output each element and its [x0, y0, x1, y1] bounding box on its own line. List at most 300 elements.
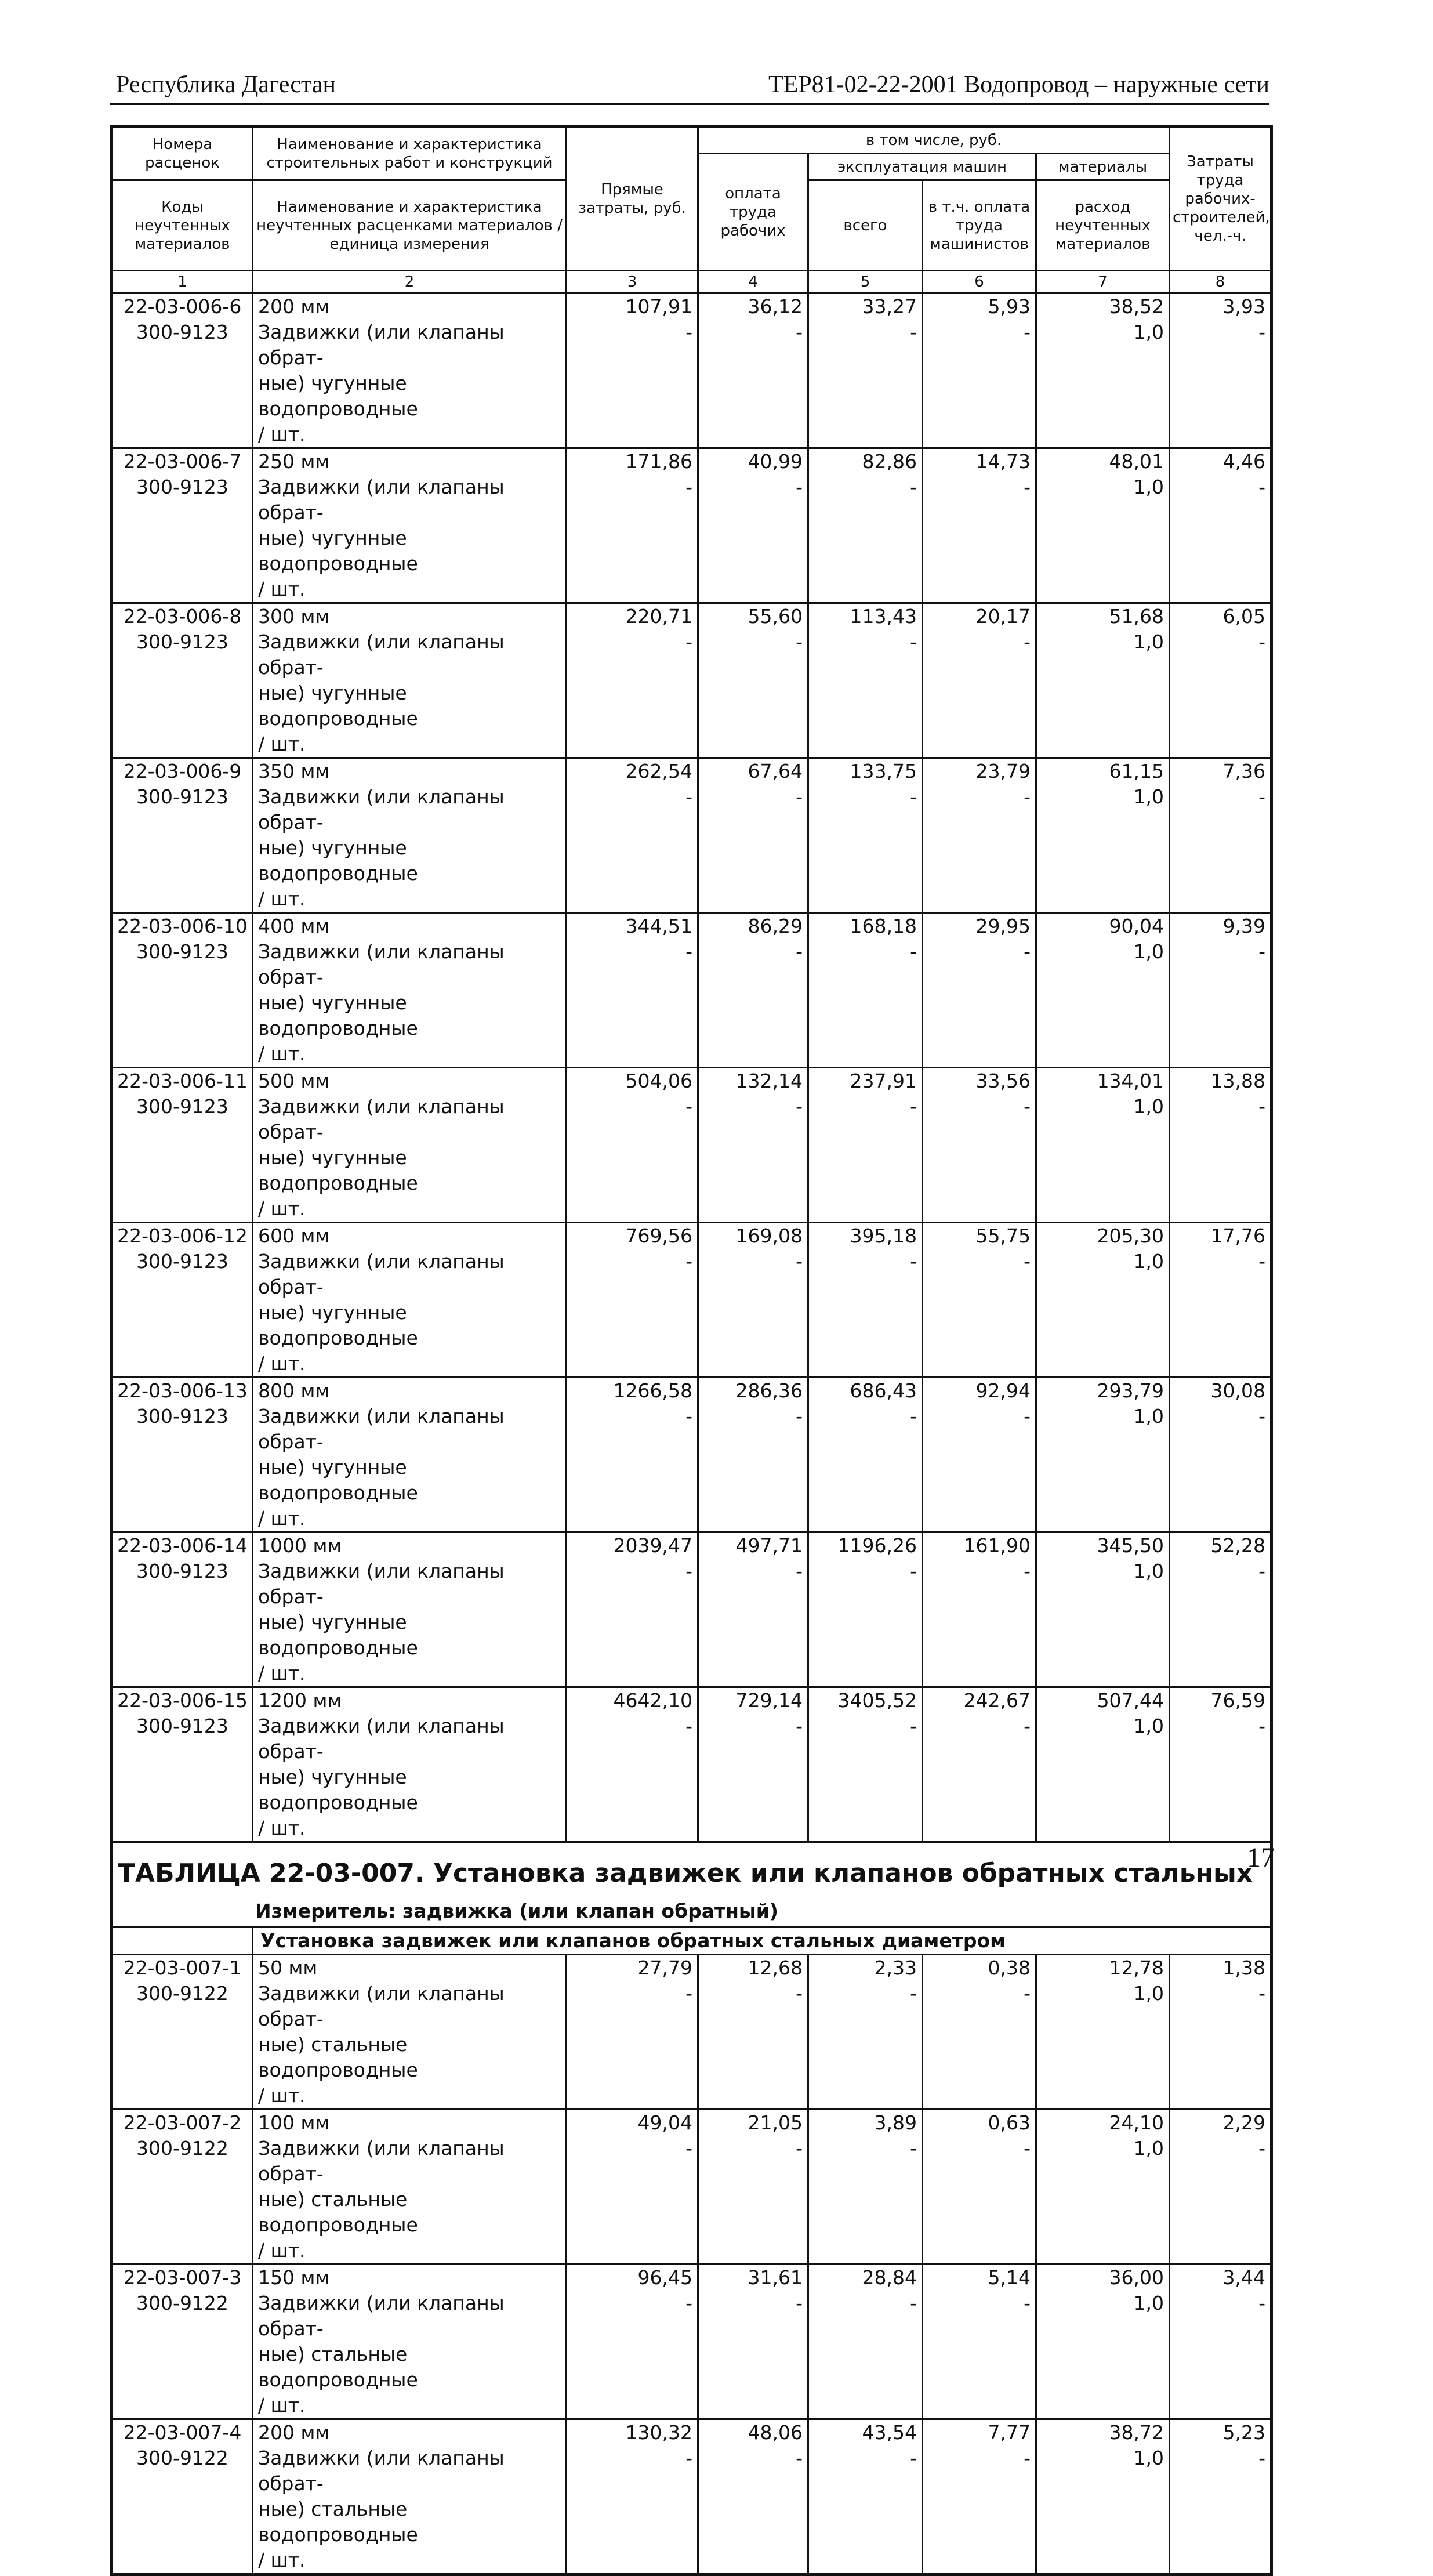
table-cell — [112, 1196, 253, 1223]
table-row — [112, 1981, 1272, 2032]
table-cell — [698, 680, 808, 731]
table-cell — [567, 2393, 698, 2419]
table-cell — [567, 1506, 698, 1532]
table-cell: 262,54 — [567, 758, 698, 785]
page-number: 17 — [1247, 1842, 1275, 1873]
table-cell: Задвижки (или клапаны обрат- — [253, 629, 567, 680]
table-cell: - — [567, 1559, 698, 1610]
table-cell — [112, 1351, 253, 1378]
table-cell: Задвижки (или клапаны обрат- — [253, 474, 567, 526]
table-cell: 22-03-006-7 — [112, 448, 253, 475]
table-cell: / шт. — [253, 2548, 567, 2575]
table-cell: 1,0 — [1036, 1559, 1170, 1610]
table-row — [112, 1713, 1272, 1765]
table-cell: 96,45 — [567, 2265, 698, 2291]
table-subtitle: Установка задвижек или клапанов обратных стальных диаметром — [253, 1928, 1272, 1955]
table-cell: 40,99 — [698, 448, 808, 475]
table-cell: 24,10 — [1036, 2110, 1170, 2136]
table-cell: Задвижки (или клапаны обрат- — [253, 939, 567, 990]
table-cell: - — [923, 2445, 1036, 2497]
table-row — [112, 1351, 1272, 1378]
table-cell — [112, 886, 253, 913]
table-cell — [112, 1816, 253, 1842]
table-cell: - — [698, 1404, 808, 1455]
table-cell: - — [567, 1713, 698, 1765]
table-cell: Задвижки (или клапаны обрат- — [253, 1713, 567, 1765]
table-cell: 500 мм — [253, 1068, 567, 1095]
table-cell — [808, 1661, 923, 1687]
table-cell — [567, 1351, 698, 1378]
table-cell: 6,05 — [1170, 603, 1272, 630]
table-cell — [1036, 2548, 1170, 2575]
table-cell — [112, 2497, 253, 2548]
table-row — [112, 2393, 1272, 2419]
table-cell — [567, 2548, 698, 2575]
table-cell — [808, 680, 923, 731]
table-cell: ные) чугунные водопроводные — [253, 1455, 567, 1506]
table-cell: Задвижки (или клапаны обрат- — [253, 2445, 567, 2497]
table-cell: / шт. — [253, 422, 567, 448]
table-cell: / шт. — [253, 731, 567, 758]
table-cell — [698, 1455, 808, 1506]
table-cell — [698, 1041, 808, 1068]
table-cell — [112, 1455, 253, 1506]
table-cell: - — [808, 629, 923, 680]
table-cell: 5,93 — [923, 294, 1036, 320]
table-cell: 4,46 — [1170, 448, 1272, 475]
table-cell: - — [808, 320, 923, 371]
table-cell: 769,56 — [567, 1223, 698, 1249]
table-cell: 171,86 — [567, 448, 698, 475]
table-row — [112, 1223, 1272, 1249]
table-cell: ные) стальные водопроводные — [253, 2497, 567, 2548]
table-cell: 30,08 — [1170, 1378, 1272, 1404]
table-cell — [567, 1765, 698, 1816]
table-cell — [698, 731, 808, 758]
table-cell: 0,38 — [923, 1955, 1036, 1981]
table-cell — [808, 1351, 923, 1378]
table-cell: - — [808, 1404, 923, 1455]
table-row — [112, 1532, 1272, 1559]
table-cell: - — [1170, 2136, 1272, 2187]
table-cell: - — [698, 1713, 808, 1765]
table-cell — [112, 2032, 253, 2083]
col5-header: всего — [808, 180, 923, 271]
table-cell: 49,04 — [567, 2110, 698, 2136]
table-cell: 3405,52 — [808, 1687, 923, 1714]
table-cell — [1036, 2342, 1170, 2393]
table-cell — [923, 835, 1036, 886]
rates-table — [110, 125, 1273, 2576]
table-cell: - — [923, 1094, 1036, 1145]
table-cell: - — [567, 474, 698, 526]
table-cell — [1170, 2238, 1272, 2265]
table-cell: 22-03-007-4 — [112, 2419, 253, 2446]
table-cell — [1036, 371, 1170, 422]
table-cell — [567, 731, 698, 758]
table-cell — [1170, 1610, 1272, 1661]
table-cell: 55,60 — [698, 603, 808, 630]
table-cell: 92,94 — [923, 1378, 1036, 1404]
table-row — [112, 2265, 1272, 2291]
table-row — [112, 784, 1272, 835]
table-cell: - — [1170, 320, 1272, 371]
table-row — [112, 1765, 1272, 1816]
table-cell — [923, 2238, 1036, 2265]
table-row — [112, 2110, 1272, 2136]
table-22-03-007-heading — [112, 1842, 1272, 1955]
table-cell: - — [808, 2136, 923, 2187]
table-cell — [698, 2342, 808, 2393]
table-cell — [808, 2548, 923, 2575]
table-row — [112, 1455, 1272, 1506]
table-cell: 33,56 — [923, 1068, 1036, 1095]
column-number: 1 — [112, 271, 253, 294]
table-cell — [808, 886, 923, 913]
table-cell: - — [698, 474, 808, 526]
table-cell: - — [1170, 629, 1272, 680]
table-cell: 205,30 — [1036, 1223, 1170, 1249]
table-cell — [808, 2238, 923, 2265]
table-cell: 161,90 — [923, 1532, 1036, 1559]
table-cell — [808, 1041, 923, 1068]
table-cell: 76,59 — [1170, 1687, 1272, 1714]
table-cell: ные) чугунные водопроводные — [253, 1765, 567, 1816]
table-cell: 1266,58 — [567, 1378, 698, 1404]
table-row — [112, 577, 1272, 603]
table-cell: - — [698, 629, 808, 680]
table-cell: 1,0 — [1036, 629, 1170, 680]
table-cell: - — [1170, 1713, 1272, 1765]
table-cell — [698, 1765, 808, 1816]
table-cell — [1170, 1816, 1272, 1842]
table-row — [112, 1249, 1272, 1300]
table-cell — [808, 2032, 923, 2083]
table-cell: 242,67 — [923, 1687, 1036, 1714]
table-cell: 2039,47 — [567, 1532, 698, 1559]
table-cell: - — [698, 2291, 808, 2342]
table-row — [112, 2291, 1272, 2342]
table-cell: 130,32 — [567, 2419, 698, 2446]
table-cell: / шт. — [253, 2238, 567, 2265]
table-cell: 5,14 — [923, 2265, 1036, 2291]
table-cell: - — [923, 2291, 1036, 2342]
table-cell — [1036, 1816, 1170, 1842]
table-cell: - — [808, 1094, 923, 1145]
table-cell: Задвижки (или клапаны обрат- — [253, 320, 567, 371]
table-cell — [923, 1661, 1036, 1687]
table-cell: Задвижки (или клапаны обрат- — [253, 1404, 567, 1455]
table-cell: - — [1170, 784, 1272, 835]
table-row — [112, 448, 1272, 475]
table-cell — [1036, 2497, 1170, 2548]
table-cell — [1036, 835, 1170, 886]
table-cell — [112, 990, 253, 1041]
table-title: ТАБЛИЦА 22-03-007. Установка задвижек или клапанов обратных стальных — [112, 1842, 1272, 1897]
table-row — [112, 1661, 1272, 1687]
table-cell — [923, 371, 1036, 422]
header-rule — [110, 103, 1269, 105]
table-cell: 86,29 — [698, 913, 808, 940]
table-row — [112, 2032, 1272, 2083]
table-cell: - — [808, 2445, 923, 2497]
table-cell: 2,29 — [1170, 2110, 1272, 2136]
table-cell: 250 мм — [253, 448, 567, 475]
table-cell: 36,00 — [1036, 2265, 1170, 2291]
table-cell — [923, 1196, 1036, 1223]
table-cell — [698, 1196, 808, 1223]
table-cell: 55,75 — [923, 1223, 1036, 1249]
table-cell: - — [1170, 1559, 1272, 1610]
table-cell — [1036, 1300, 1170, 1351]
table-cell: ные) чугунные водопроводные — [253, 526, 567, 577]
table-cell: 20,17 — [923, 603, 1036, 630]
table-cell: 1,0 — [1036, 2445, 1170, 2497]
table-cell — [698, 835, 808, 886]
table-cell — [698, 2393, 808, 2419]
table-cell: 0,63 — [923, 2110, 1036, 2136]
table-cell: 22-03-006-12 — [112, 1223, 253, 1249]
table-cell: - — [923, 784, 1036, 835]
table-cell — [112, 1610, 253, 1661]
table-cell — [567, 2032, 698, 2083]
table-cell — [923, 1145, 1036, 1196]
table-cell — [112, 1041, 253, 1068]
table-cell — [1036, 886, 1170, 913]
table-cell — [112, 2548, 253, 2575]
table-cell — [923, 1506, 1036, 1532]
table-row — [112, 731, 1272, 758]
table-cell: - — [923, 1713, 1036, 1765]
table-cell — [1170, 1661, 1272, 1687]
table-cell: 52,28 — [1170, 1532, 1272, 1559]
table-cell: 22-03-006-13 — [112, 1378, 253, 1404]
table-cell — [923, 577, 1036, 603]
table-cell: 67,64 — [698, 758, 808, 785]
table-cell: - — [1170, 939, 1272, 990]
table-cell — [698, 371, 808, 422]
table-cell — [808, 2187, 923, 2238]
table-cell: 300-9123 — [112, 1559, 253, 1610]
table-cell: 1,0 — [1036, 784, 1170, 835]
table-cell — [808, 526, 923, 577]
col8-header: Затраты труда рабочих-строителей, чел.-ч. — [1170, 127, 1272, 271]
table-cell: 21,05 — [698, 2110, 808, 2136]
column-number: 4 — [698, 271, 808, 294]
table-cell: 200 мм — [253, 2419, 567, 2446]
table-cell: 14,73 — [923, 448, 1036, 475]
table-cell — [1170, 1351, 1272, 1378]
table-22-03-007-body — [112, 1955, 1272, 2575]
table-cell — [923, 2187, 1036, 2238]
table-cell — [698, 2238, 808, 2265]
table-cell: 90,04 — [1036, 913, 1170, 940]
table-cell — [808, 990, 923, 1041]
table-row — [112, 2136, 1272, 2187]
table-cell: 36,12 — [698, 294, 808, 320]
table-cell: 300-9123 — [112, 320, 253, 371]
table-cell: 9,39 — [1170, 913, 1272, 940]
col3-header: Прямые затраты, руб. — [567, 127, 698, 271]
table-cell — [1036, 526, 1170, 577]
table-cell: Задвижки (или клапаны обрат- — [253, 2136, 567, 2187]
table-cell: - — [808, 1249, 923, 1300]
table-cell: 344,51 — [567, 913, 698, 940]
table-cell — [1170, 1765, 1272, 1816]
table-cell — [112, 1506, 253, 1532]
table-cell — [808, 1610, 923, 1661]
table-cell: 3,44 — [1170, 2265, 1272, 2291]
table-cell: 22-03-006-10 — [112, 913, 253, 940]
table-cell: - — [923, 474, 1036, 526]
table-cell: Задвижки (или клапаны обрат- — [253, 1094, 567, 1145]
table-cell — [1036, 1196, 1170, 1223]
table-cell: 22-03-006-6 — [112, 294, 253, 320]
table-cell — [567, 577, 698, 603]
table-cell: / шт. — [253, 577, 567, 603]
table-cell — [1170, 680, 1272, 731]
table-cell — [1170, 1041, 1272, 1068]
table-cell: ные) чугунные водопроводные — [253, 1145, 567, 1196]
table-cell — [112, 577, 253, 603]
table-cell — [567, 2238, 698, 2265]
table-row — [112, 2548, 1272, 2575]
col2-bottom-header: Наименование и характеристика неучтенных расценками материалов / единица измерения — [253, 180, 567, 271]
table-cell — [1170, 577, 1272, 603]
table-cell: 286,36 — [698, 1378, 808, 1404]
table-cell: / шт. — [253, 1351, 567, 1378]
table-cell: 2,33 — [808, 1955, 923, 1981]
table-cell: - — [1170, 1094, 1272, 1145]
table-cell — [923, 2032, 1036, 2083]
table-cell: ные) чугунные водопроводные — [253, 835, 567, 886]
table-cell — [567, 2342, 698, 2393]
table-cell — [1036, 1145, 1170, 1196]
table-cell: 1,38 — [1170, 1955, 1272, 1981]
table-cell: 48,01 — [1036, 448, 1170, 475]
table-cell — [698, 422, 808, 448]
table-cell: 43,54 — [808, 2419, 923, 2446]
table-cell: 237,91 — [808, 1068, 923, 1095]
table-cell — [923, 990, 1036, 1041]
table-cell: 29,95 — [923, 913, 1036, 940]
table-cell: 504,06 — [567, 1068, 698, 1095]
table-cell — [923, 1816, 1036, 1842]
table-cell — [112, 2393, 253, 2419]
table-cell: - — [698, 1249, 808, 1300]
table-cell: / шт. — [253, 2083, 567, 2110]
table-cell: 300-9123 — [112, 629, 253, 680]
table-cell — [1170, 2393, 1272, 2419]
table-cell: 497,71 — [698, 1532, 808, 1559]
table-row — [112, 629, 1272, 680]
table-cell: 22-03-006-11 — [112, 1068, 253, 1095]
table-row — [112, 1955, 1272, 1981]
column-number: 6 — [923, 271, 1036, 294]
table-cell — [567, 1661, 698, 1687]
table-cell: - — [1170, 1249, 1272, 1300]
table-cell — [698, 1351, 808, 1378]
table-cell — [698, 886, 808, 913]
table-cell — [112, 2342, 253, 2393]
table-cell — [1036, 1351, 1170, 1378]
table-cell — [808, 2342, 923, 2393]
table-cell — [698, 1300, 808, 1351]
table-cell: 345,50 — [1036, 1532, 1170, 1559]
table-cell: - — [808, 1981, 923, 2032]
table-cell: 686,43 — [808, 1378, 923, 1404]
table-cell — [567, 835, 698, 886]
table-cell: 1,0 — [1036, 1404, 1170, 1455]
table-cell: - — [698, 784, 808, 835]
table-cell: 168,18 — [808, 913, 923, 940]
table-row — [112, 1094, 1272, 1145]
table-row — [112, 758, 1272, 785]
table-cell — [1170, 2083, 1272, 2110]
table-cell — [112, 1300, 253, 1351]
table-cell: 12,78 — [1036, 1955, 1170, 1981]
table-row — [112, 913, 1272, 940]
column-number: 8 — [1170, 271, 1272, 294]
table-22-03-006-body — [112, 294, 1272, 1842]
table-row — [112, 1404, 1272, 1455]
table-cell: - — [567, 939, 698, 990]
table-meter: Измеритель: задвижка (или клапан обратный) — [112, 1896, 1272, 1928]
table-cell: 51,68 — [1036, 603, 1170, 630]
table-cell — [112, 2238, 253, 2265]
table-row — [112, 1559, 1272, 1610]
table-cell — [1170, 1506, 1272, 1532]
table-cell — [112, 422, 253, 448]
table-cell — [1170, 1145, 1272, 1196]
table-cell: 300-9123 — [112, 1249, 253, 1300]
table-cell — [923, 2342, 1036, 2393]
table-cell — [923, 1610, 1036, 1661]
table-cell — [1036, 680, 1170, 731]
table-cell: 1,0 — [1036, 1094, 1170, 1145]
table-cell: 22-03-007-2 — [112, 2110, 253, 2136]
table-cell: 300-9123 — [112, 1094, 253, 1145]
table-cell — [112, 731, 253, 758]
table-row — [112, 1506, 1272, 1532]
table-cell: 3,89 — [808, 2110, 923, 2136]
column-number: 2 — [253, 271, 567, 294]
table-cell: 22-03-007-3 — [112, 2265, 253, 2291]
table-cell: ные) чугунные водопроводные — [253, 1610, 567, 1661]
table-cell: 31,61 — [698, 2265, 808, 2291]
table-cell — [567, 1145, 698, 1196]
table-row — [112, 2497, 1272, 2548]
table-cell: ные) чугунные водопроводные — [253, 371, 567, 422]
table-cell — [112, 680, 253, 731]
table-cell: / шт. — [253, 1506, 567, 1532]
table-cell: - — [698, 320, 808, 371]
table-cell: - — [567, 1404, 698, 1455]
table-cell: 33,27 — [808, 294, 923, 320]
table-cell — [808, 1506, 923, 1532]
table-cell — [808, 1765, 923, 1816]
table-cell: 82,86 — [808, 448, 923, 475]
table-cell: 7,36 — [1170, 758, 1272, 785]
table-cell — [923, 1300, 1036, 1351]
table-cell — [698, 2497, 808, 2548]
table-cell: - — [698, 2136, 808, 2187]
table-cell — [1036, 2238, 1170, 2265]
table-cell: 300-9123 — [112, 939, 253, 990]
table-cell: - — [1170, 2445, 1272, 2497]
table-cell: / шт. — [253, 2393, 567, 2419]
table-cell: - — [808, 784, 923, 835]
